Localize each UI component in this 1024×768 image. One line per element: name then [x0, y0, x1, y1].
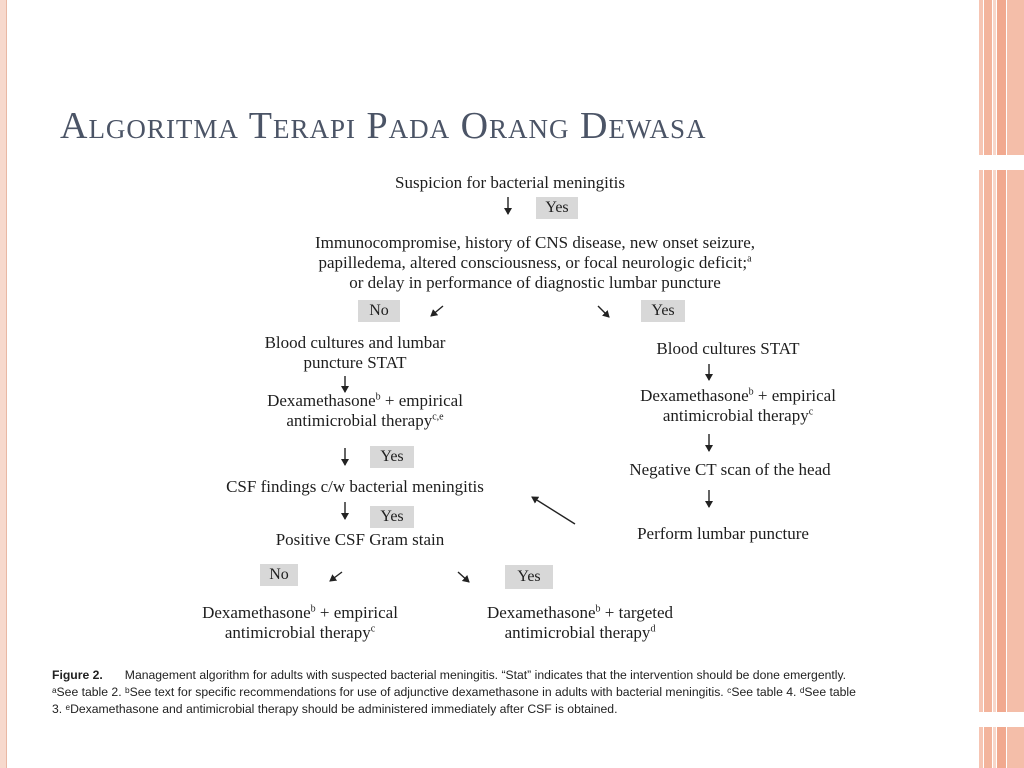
caption-label: Figure 2. [52, 668, 103, 682]
node-csf-findings: CSF findings c/w bacterial meningitis [226, 477, 484, 496]
arrow-gram-left [330, 572, 342, 581]
tag-no-gram: No [260, 564, 298, 586]
tag-no-criteria: No [358, 300, 400, 322]
tag-yes-criteria: Yes [641, 300, 685, 322]
tag-yes-left: Yes [370, 446, 414, 468]
caption-line-2: ᵃSee table 2. ᵇSee text for specific recommendations for use of adjunctive dexamethasone in adults with bacterial meningitis. ᶜSee table 4. ᵈSee table [52, 685, 856, 699]
figure-caption [52, 667, 994, 718]
node-left-blood-cultures: Blood cultures and lumbar puncture STAT [264, 333, 446, 372]
node-gram-stain: Positive CSF Gram stain [275, 530, 445, 549]
node-right-dexamethasone: Dexamethasone$^b$ + empirical antimicrobial therapy$^c$ [640, 386, 836, 425]
arrow-criteria-right [598, 306, 609, 317]
node-left-dexamethasone: Dexamethasone$^b$ + empirical antimicrobial therapy$^{c,e}$ [267, 391, 463, 430]
node-lumbar-puncture: Perform lumbar puncture [637, 524, 809, 543]
node-suspicion: Suspicion for bacterial meningitis [395, 173, 625, 192]
tag-yes-gram: Yes [505, 565, 553, 589]
arrow-criteria-left [431, 306, 443, 316]
node-criteria [240, 233, 830, 293]
criteria-line-1: Immunocompromise, history of CNS disease, new onset seizure, [314, 233, 756, 252]
arrow-gram-right [458, 572, 469, 582]
node-bottom-left-dexamethasone: Dexamethasone$^b$ + empirical antimicrobial therapy$^c$ [202, 603, 398, 642]
caption-line-3: 3. ᵉDexamethasone and antimicrobial therapy should be administered immediately after CSF is obtained. [52, 702, 618, 716]
node-bottom-right-dexamethasone: Dexamethasone$^b$ + targeted antimicrobial therapy$^d$ [486, 603, 674, 642]
slide-title: Algoritma Terapi Pada Orang Dewasa [60, 105, 707, 147]
criteria-line-3: or delay in performance of diagnostic lumbar puncture [349, 273, 721, 292]
caption-line-1: Figure 2. Management algorithm for adults with suspected bacterial meningitis. “Stat” indicates that the intervention should be done emergently. [52, 668, 847, 682]
tag-yes-suspicion: Yes [536, 197, 578, 219]
node-right-blood-cultures: Blood cultures STAT [656, 339, 800, 358]
tag-yes-csf: Yes [370, 506, 414, 528]
node-ct-scan: Negative CT scan of the head [629, 460, 831, 479]
criteria-line-2: papilledema, altered consciousness, or focal neurologic deficit;$^a$ [318, 253, 752, 272]
arrow-lumbar-to-csf [532, 497, 575, 524]
